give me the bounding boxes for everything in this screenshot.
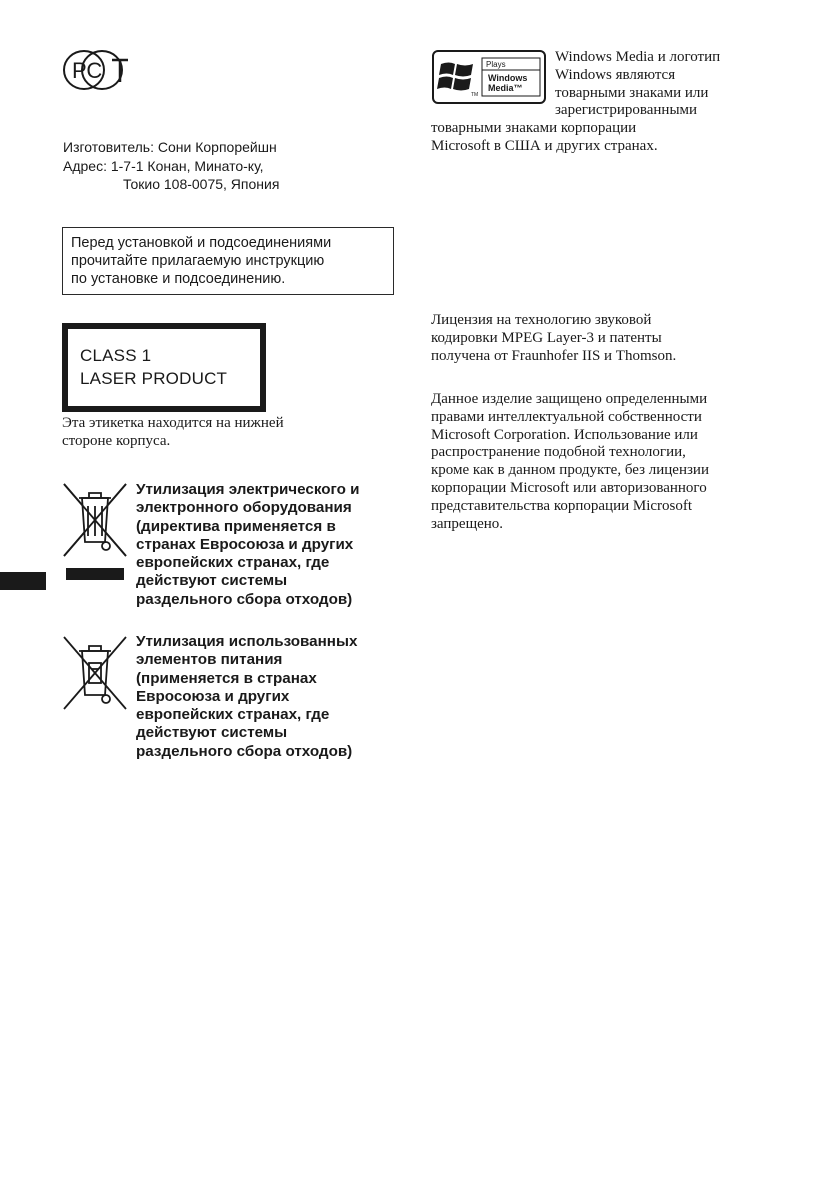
address-line2: Токио 108-0075, Япония [123, 176, 280, 192]
weee-bar [66, 568, 124, 580]
address-row [63, 157, 279, 176]
weee-line: действуют системы [136, 572, 288, 590]
weee-disposal-text [136, 481, 359, 609]
ms-line: Данное изделие защищено определенными [431, 391, 708, 407]
wm-line: Windows Media и логотип [555, 49, 721, 65]
mpeg-line: получена от Fraunhofer IIS и Thomson. [431, 347, 677, 364]
battery-line: Евросоюза и других [136, 687, 290, 705]
mpeg-line: Лицензия на технологию звуковой [431, 312, 652, 328]
installation-notice-box [62, 227, 394, 295]
weee-line: Утилизация электрического и [136, 481, 360, 498]
wm-logo-windows: Windows [488, 73, 528, 83]
label-location-note [62, 414, 284, 450]
wm-logo-tm: TM [471, 92, 479, 98]
ms-line: распространение подобной технологии, [431, 444, 686, 461]
wm-logo-plays: Plays [486, 60, 506, 69]
microsoft-ip-text [431, 391, 709, 533]
windows-media-logo [432, 50, 546, 104]
label-note-line: Эта этикетка находится на нижней [62, 415, 284, 431]
windows-media-trademark-text-cont [431, 120, 658, 156]
label-note-line: стороне корпуса. [62, 433, 171, 449]
weee-line: странах Евросоюза и других [136, 535, 354, 553]
ms-line: кроме как в данном продукте, без лицензии [431, 462, 709, 479]
mpeg-line: кодировки MPEG Layer-3 и патенты [431, 329, 662, 346]
ms-line: корпорации Microsoft или авторизованного [431, 479, 707, 496]
crossed-bin-battery-icon [62, 633, 128, 713]
address-label: Адрес: [63, 157, 107, 174]
manufacturer-row [63, 138, 279, 157]
wm-line: зарегистрированными [555, 102, 698, 119]
wm-line: Windows являются [555, 66, 676, 83]
manufacturer-value: Сони Корпорейшн [157, 139, 277, 155]
weee-line: раздельного сбора отходов) [136, 590, 353, 608]
address-line1: 1-7-1 Конан, Минато-ку, [110, 157, 264, 174]
notice-line: по установке и подсоединению. [71, 271, 286, 287]
windows-media-trademark-text [555, 49, 720, 120]
ms-line: правами интеллектуальной собственности [431, 408, 702, 425]
crossed-bin-icon [62, 480, 128, 560]
battery-line: элементов питания [136, 651, 283, 669]
battery-line: раздельного сбора отходов) [136, 742, 353, 760]
wm-line: товарными знаками корпорации [431, 120, 637, 136]
battery-line: Утилизация использованных [136, 633, 358, 650]
laser-product-label [62, 323, 266, 412]
battery-disposal-text [136, 633, 357, 761]
laser-product: LASER PRODUCT [80, 369, 228, 388]
weee-line: европейских странах, где [136, 554, 330, 572]
notice-line: Перед установкой и подсоединениями [71, 235, 332, 251]
language-side-tab [0, 572, 46, 590]
manufacturer-label: Изготовитель: [63, 139, 154, 155]
ms-line: запрещено. [431, 515, 504, 532]
manufacturer-block [63, 138, 279, 194]
ms-line: представительства корпорации Microsoft [431, 497, 693, 514]
mpeg-license-text [431, 312, 676, 365]
gost-certification-mark [62, 48, 134, 92]
wm-line: Microsoft в США и других странах. [431, 137, 658, 154]
notice-line: прочитайте прилагаемую инструкцию [71, 253, 325, 269]
battery-line: (применяется в странах [136, 669, 317, 687]
weee-line: электронного оборудования [136, 499, 352, 517]
weee-line: (директива применяется в [136, 517, 336, 535]
wm-logo-media: Media™ [488, 83, 523, 93]
battery-line: европейских странах, где [136, 706, 330, 724]
wm-line: товарными знаками или [555, 84, 709, 101]
battery-line: действуют системы [136, 724, 288, 742]
ms-line: Microsoft Corporation. Использование или [431, 426, 698, 443]
gost-letters: РС [72, 58, 103, 83]
laser-class: CLASS 1 [80, 346, 152, 365]
